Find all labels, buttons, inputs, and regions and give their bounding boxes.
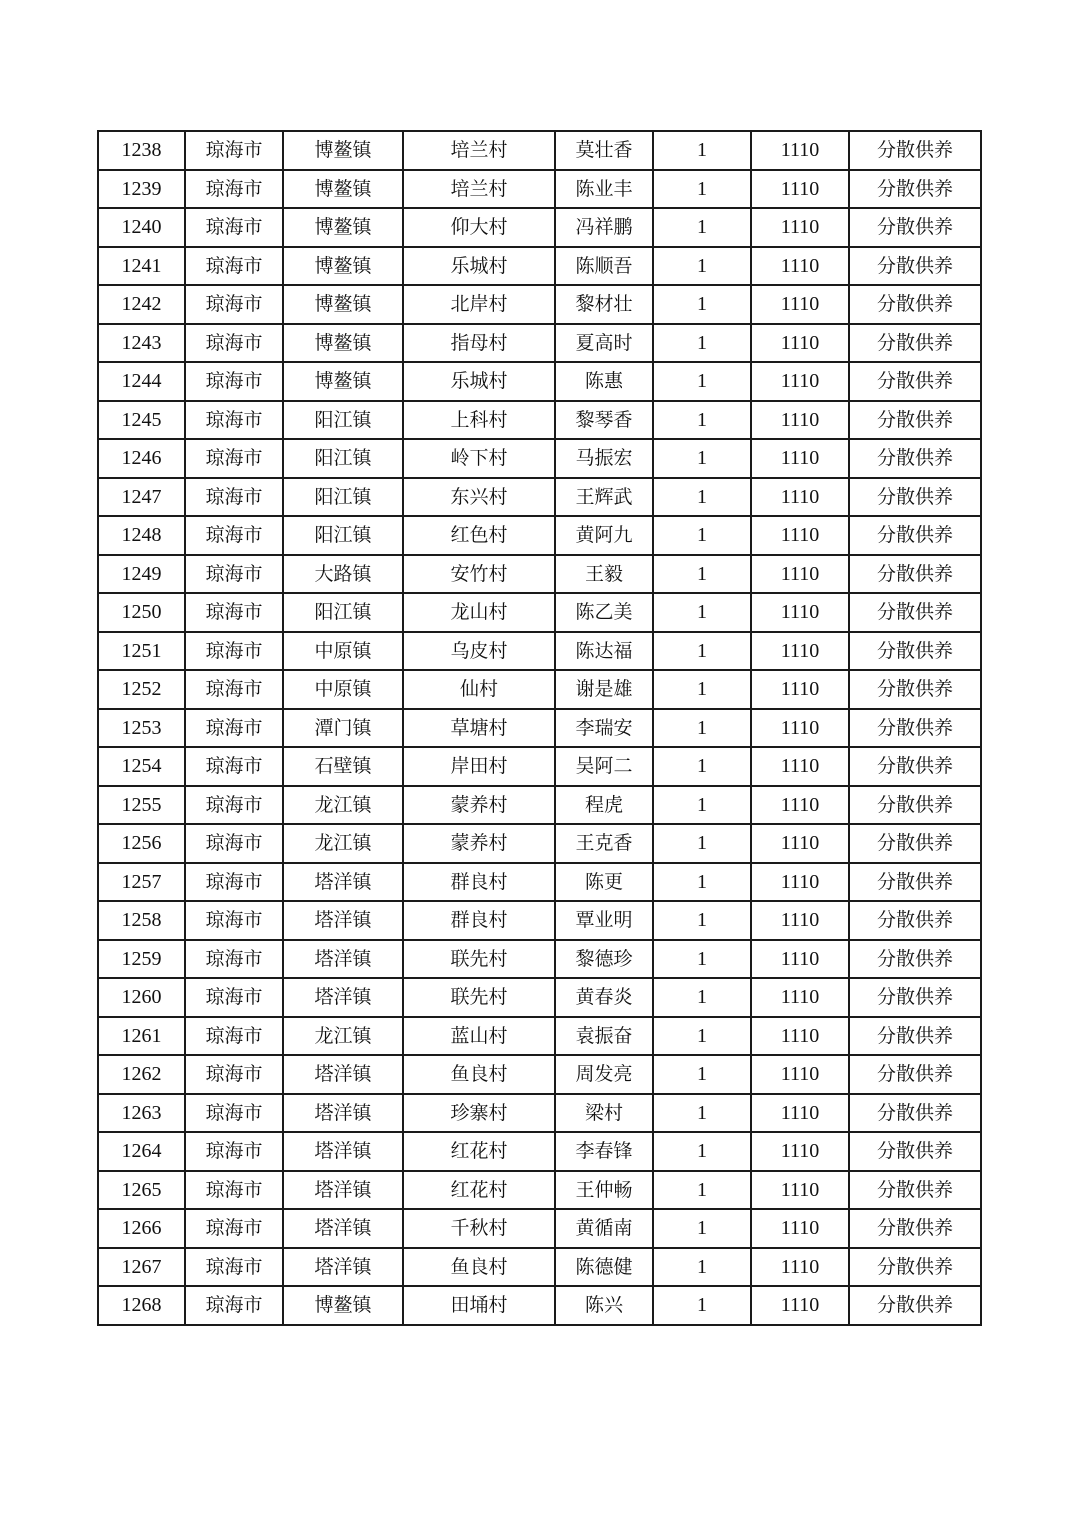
count-cell: 1	[653, 978, 751, 1017]
count-cell: 1	[653, 1055, 751, 1094]
data-table	[97, 130, 982, 1326]
amount-cell: 1110	[751, 478, 849, 517]
town-cell: 博鳌镇	[283, 362, 403, 401]
support-type-cell: 分散供养	[849, 555, 981, 594]
table-body	[98, 131, 981, 1325]
support-type-cell: 分散供养	[849, 247, 981, 286]
count-cell: 1	[653, 747, 751, 786]
table-row	[98, 516, 981, 555]
table-row	[98, 824, 981, 863]
serial-number-cell: 1260	[98, 978, 185, 1017]
amount-cell: 1110	[751, 247, 849, 286]
name-cell: 黄春炎	[555, 978, 653, 1017]
serial-number-cell: 1238	[98, 131, 185, 170]
amount-cell: 1110	[751, 1055, 849, 1094]
support-type-cell: 分散供养	[849, 824, 981, 863]
name-cell: 黎材壮	[555, 285, 653, 324]
amount-cell: 1110	[751, 131, 849, 170]
support-type-cell: 分散供养	[849, 747, 981, 786]
serial-number-cell: 1258	[98, 901, 185, 940]
town-cell: 阳江镇	[283, 478, 403, 517]
support-type-cell: 分散供养	[849, 170, 981, 209]
village-cell: 岭下村	[403, 439, 555, 478]
amount-cell: 1110	[751, 1171, 849, 1210]
table-row	[98, 439, 981, 478]
town-cell: 塔洋镇	[283, 940, 403, 979]
city-cell: 琼海市	[185, 1132, 283, 1171]
serial-number-cell: 1240	[98, 208, 185, 247]
town-cell: 龙江镇	[283, 786, 403, 825]
name-cell: 黄循南	[555, 1209, 653, 1248]
table-row	[98, 324, 981, 363]
village-cell: 上科村	[403, 401, 555, 440]
table-row	[98, 555, 981, 594]
name-cell: 黎琴香	[555, 401, 653, 440]
town-cell: 博鳌镇	[283, 247, 403, 286]
amount-cell: 1110	[751, 1248, 849, 1287]
support-type-cell: 分散供养	[849, 362, 981, 401]
city-cell: 琼海市	[185, 632, 283, 671]
village-cell: 岸田村	[403, 747, 555, 786]
name-cell: 陈惠	[555, 362, 653, 401]
city-cell: 琼海市	[185, 401, 283, 440]
count-cell: 1	[653, 1171, 751, 1210]
name-cell: 陈德健	[555, 1248, 653, 1287]
amount-cell: 1110	[751, 632, 849, 671]
table-row	[98, 478, 981, 517]
town-cell: 博鳌镇	[283, 285, 403, 324]
count-cell: 1	[653, 285, 751, 324]
city-cell: 琼海市	[185, 670, 283, 709]
village-cell: 红花村	[403, 1171, 555, 1210]
village-cell: 联先村	[403, 978, 555, 1017]
town-cell: 石壁镇	[283, 747, 403, 786]
amount-cell: 1110	[751, 401, 849, 440]
support-type-cell: 分散供养	[849, 131, 981, 170]
town-cell: 中原镇	[283, 632, 403, 671]
table-row	[98, 593, 981, 632]
village-cell: 联先村	[403, 940, 555, 979]
amount-cell: 1110	[751, 1132, 849, 1171]
name-cell: 袁振奋	[555, 1017, 653, 1056]
village-cell: 珍寨村	[403, 1094, 555, 1133]
village-cell: 草塘村	[403, 709, 555, 748]
serial-number-cell: 1242	[98, 285, 185, 324]
serial-number-cell: 1261	[98, 1017, 185, 1056]
count-cell: 1	[653, 901, 751, 940]
name-cell: 王辉武	[555, 478, 653, 517]
village-cell: 鱼良村	[403, 1248, 555, 1287]
support-type-cell: 分散供养	[849, 863, 981, 902]
city-cell: 琼海市	[185, 863, 283, 902]
city-cell: 琼海市	[185, 362, 283, 401]
count-cell: 1	[653, 1248, 751, 1287]
village-cell: 蒙养村	[403, 824, 555, 863]
town-cell: 博鳌镇	[283, 1286, 403, 1325]
village-cell: 红花村	[403, 1132, 555, 1171]
table-row	[98, 632, 981, 671]
village-cell: 乌皮村	[403, 632, 555, 671]
amount-cell: 1110	[751, 362, 849, 401]
town-cell: 塔洋镇	[283, 1094, 403, 1133]
city-cell: 琼海市	[185, 285, 283, 324]
city-cell: 琼海市	[185, 170, 283, 209]
support-type-cell: 分散供养	[849, 401, 981, 440]
name-cell: 李瑞安	[555, 709, 653, 748]
city-cell: 琼海市	[185, 208, 283, 247]
name-cell: 陈业丰	[555, 170, 653, 209]
amount-cell: 1110	[751, 1286, 849, 1325]
city-cell: 琼海市	[185, 709, 283, 748]
serial-number-cell: 1250	[98, 593, 185, 632]
serial-number-cell: 1254	[98, 747, 185, 786]
amount-cell: 1110	[751, 593, 849, 632]
amount-cell: 1110	[751, 824, 849, 863]
name-cell: 吴阿二	[555, 747, 653, 786]
name-cell: 王毅	[555, 555, 653, 594]
city-cell: 琼海市	[185, 786, 283, 825]
town-cell: 博鳌镇	[283, 131, 403, 170]
table-row	[98, 786, 981, 825]
table-row	[98, 747, 981, 786]
table-row	[98, 208, 981, 247]
name-cell: 莫壮香	[555, 131, 653, 170]
support-type-cell: 分散供养	[849, 1209, 981, 1248]
city-cell: 琼海市	[185, 1094, 283, 1133]
table-row	[98, 940, 981, 979]
count-cell: 1	[653, 439, 751, 478]
city-cell: 琼海市	[185, 1017, 283, 1056]
town-cell: 塔洋镇	[283, 1209, 403, 1248]
village-cell: 蓝山村	[403, 1017, 555, 1056]
count-cell: 1	[653, 324, 751, 363]
count-cell: 1	[653, 247, 751, 286]
name-cell: 王仲畅	[555, 1171, 653, 1210]
city-cell: 琼海市	[185, 1209, 283, 1248]
serial-number-cell: 1268	[98, 1286, 185, 1325]
support-type-cell: 分散供养	[849, 901, 981, 940]
amount-cell: 1110	[751, 786, 849, 825]
support-type-cell: 分散供养	[849, 978, 981, 1017]
table-row	[98, 978, 981, 1017]
village-cell: 培兰村	[403, 131, 555, 170]
city-cell: 琼海市	[185, 247, 283, 286]
count-cell: 1	[653, 632, 751, 671]
city-cell: 琼海市	[185, 747, 283, 786]
name-cell: 王克香	[555, 824, 653, 863]
amount-cell: 1110	[751, 555, 849, 594]
count-cell: 1	[653, 1286, 751, 1325]
village-cell: 仰大村	[403, 208, 555, 247]
table-row	[98, 1017, 981, 1056]
support-type-cell: 分散供养	[849, 632, 981, 671]
count-cell: 1	[653, 170, 751, 209]
amount-cell: 1110	[751, 978, 849, 1017]
serial-number-cell: 1263	[98, 1094, 185, 1133]
city-cell: 琼海市	[185, 324, 283, 363]
village-cell: 指母村	[403, 324, 555, 363]
village-cell: 蒙养村	[403, 786, 555, 825]
village-cell: 乐城村	[403, 362, 555, 401]
table-row	[98, 709, 981, 748]
table-row	[98, 670, 981, 709]
village-cell: 东兴村	[403, 478, 555, 517]
support-type-cell: 分散供养	[849, 439, 981, 478]
table-row	[98, 401, 981, 440]
city-cell: 琼海市	[185, 478, 283, 517]
serial-number-cell: 1244	[98, 362, 185, 401]
support-type-cell: 分散供养	[849, 670, 981, 709]
support-type-cell: 分散供养	[849, 786, 981, 825]
support-type-cell: 分散供养	[849, 1055, 981, 1094]
table-row	[98, 1209, 981, 1248]
town-cell: 塔洋镇	[283, 978, 403, 1017]
name-cell: 陈更	[555, 863, 653, 902]
amount-cell: 1110	[751, 1094, 849, 1133]
table-row	[98, 131, 981, 170]
table-row	[98, 1286, 981, 1325]
count-cell: 1	[653, 1209, 751, 1248]
name-cell: 陈兴	[555, 1286, 653, 1325]
count-cell: 1	[653, 670, 751, 709]
village-cell: 红色村	[403, 516, 555, 555]
town-cell: 中原镇	[283, 670, 403, 709]
town-cell: 阳江镇	[283, 439, 403, 478]
table-row	[98, 901, 981, 940]
city-cell: 琼海市	[185, 439, 283, 478]
name-cell: 黎德珍	[555, 940, 653, 979]
amount-cell: 1110	[751, 208, 849, 247]
count-cell: 1	[653, 478, 751, 517]
count-cell: 1	[653, 824, 751, 863]
support-type-cell: 分散供养	[849, 285, 981, 324]
support-type-cell: 分散供养	[849, 324, 981, 363]
table-row	[98, 1171, 981, 1210]
town-cell: 塔洋镇	[283, 1248, 403, 1287]
name-cell: 谢是雄	[555, 670, 653, 709]
support-type-cell: 分散供养	[849, 478, 981, 517]
name-cell: 程虎	[555, 786, 653, 825]
name-cell: 梁村	[555, 1094, 653, 1133]
city-cell: 琼海市	[185, 978, 283, 1017]
support-type-cell: 分散供养	[849, 208, 981, 247]
serial-number-cell: 1247	[98, 478, 185, 517]
count-cell: 1	[653, 516, 751, 555]
village-cell: 培兰村	[403, 170, 555, 209]
count-cell: 1	[653, 593, 751, 632]
serial-number-cell: 1262	[98, 1055, 185, 1094]
amount-cell: 1110	[751, 439, 849, 478]
town-cell: 塔洋镇	[283, 1171, 403, 1210]
city-cell: 琼海市	[185, 901, 283, 940]
town-cell: 龙江镇	[283, 1017, 403, 1056]
village-cell: 千秋村	[403, 1209, 555, 1248]
count-cell: 1	[653, 1017, 751, 1056]
town-cell: 博鳌镇	[283, 324, 403, 363]
count-cell: 1	[653, 940, 751, 979]
village-cell: 北岸村	[403, 285, 555, 324]
city-cell: 琼海市	[185, 1171, 283, 1210]
count-cell: 1	[653, 1094, 751, 1133]
amount-cell: 1110	[751, 1017, 849, 1056]
serial-number-cell: 1243	[98, 324, 185, 363]
town-cell: 阳江镇	[283, 516, 403, 555]
name-cell: 陈乙美	[555, 593, 653, 632]
serial-number-cell: 1257	[98, 863, 185, 902]
village-cell: 仙村	[403, 670, 555, 709]
serial-number-cell: 1267	[98, 1248, 185, 1287]
amount-cell: 1110	[751, 863, 849, 902]
table-row	[98, 1132, 981, 1171]
amount-cell: 1110	[751, 285, 849, 324]
town-cell: 塔洋镇	[283, 1132, 403, 1171]
table-row	[98, 170, 981, 209]
serial-number-cell: 1245	[98, 401, 185, 440]
support-type-cell: 分散供养	[849, 940, 981, 979]
village-cell: 鱼良村	[403, 1055, 555, 1094]
city-cell: 琼海市	[185, 1286, 283, 1325]
serial-number-cell: 1265	[98, 1171, 185, 1210]
name-cell: 陈达福	[555, 632, 653, 671]
serial-number-cell: 1248	[98, 516, 185, 555]
count-cell: 1	[653, 131, 751, 170]
name-cell: 李春锋	[555, 1132, 653, 1171]
amount-cell: 1110	[751, 670, 849, 709]
town-cell: 阳江镇	[283, 593, 403, 632]
town-cell: 龙江镇	[283, 824, 403, 863]
count-cell: 1	[653, 555, 751, 594]
serial-number-cell: 1249	[98, 555, 185, 594]
town-cell: 塔洋镇	[283, 863, 403, 902]
city-cell: 琼海市	[185, 1055, 283, 1094]
town-cell: 阳江镇	[283, 401, 403, 440]
amount-cell: 1110	[751, 324, 849, 363]
amount-cell: 1110	[751, 940, 849, 979]
town-cell: 大路镇	[283, 555, 403, 594]
amount-cell: 1110	[751, 170, 849, 209]
name-cell: 周发亮	[555, 1055, 653, 1094]
serial-number-cell: 1251	[98, 632, 185, 671]
village-cell: 安竹村	[403, 555, 555, 594]
city-cell: 琼海市	[185, 131, 283, 170]
count-cell: 1	[653, 362, 751, 401]
count-cell: 1	[653, 786, 751, 825]
table-row	[98, 1248, 981, 1287]
serial-number-cell: 1246	[98, 439, 185, 478]
village-cell: 乐城村	[403, 247, 555, 286]
count-cell: 1	[653, 1132, 751, 1171]
count-cell: 1	[653, 401, 751, 440]
table-row	[98, 863, 981, 902]
support-type-cell: 分散供养	[849, 593, 981, 632]
serial-number-cell: 1241	[98, 247, 185, 286]
amount-cell: 1110	[751, 709, 849, 748]
name-cell: 陈顺吾	[555, 247, 653, 286]
table-row	[98, 247, 981, 286]
support-type-cell: 分散供养	[849, 1094, 981, 1133]
support-type-cell: 分散供养	[849, 709, 981, 748]
city-cell: 琼海市	[185, 593, 283, 632]
serial-number-cell: 1239	[98, 170, 185, 209]
name-cell: 冯祥鹏	[555, 208, 653, 247]
name-cell: 夏高时	[555, 324, 653, 363]
name-cell: 黄阿九	[555, 516, 653, 555]
table-row	[98, 1094, 981, 1133]
serial-number-cell: 1259	[98, 940, 185, 979]
town-cell: 潭门镇	[283, 709, 403, 748]
city-cell: 琼海市	[185, 824, 283, 863]
amount-cell: 1110	[751, 516, 849, 555]
count-cell: 1	[653, 863, 751, 902]
city-cell: 琼海市	[185, 940, 283, 979]
city-cell: 琼海市	[185, 555, 283, 594]
name-cell: 覃业明	[555, 901, 653, 940]
village-cell: 田埇村	[403, 1286, 555, 1325]
serial-number-cell: 1253	[98, 709, 185, 748]
count-cell: 1	[653, 709, 751, 748]
table-row	[98, 285, 981, 324]
count-cell: 1	[653, 208, 751, 247]
serial-number-cell: 1255	[98, 786, 185, 825]
city-cell: 琼海市	[185, 1248, 283, 1287]
amount-cell: 1110	[751, 1209, 849, 1248]
city-cell: 琼海市	[185, 516, 283, 555]
town-cell: 博鳌镇	[283, 208, 403, 247]
support-type-cell: 分散供养	[849, 516, 981, 555]
table-row	[98, 362, 981, 401]
serial-number-cell: 1252	[98, 670, 185, 709]
name-cell: 马振宏	[555, 439, 653, 478]
table-row	[98, 1055, 981, 1094]
serial-number-cell: 1256	[98, 824, 185, 863]
village-cell: 群良村	[403, 901, 555, 940]
town-cell: 塔洋镇	[283, 901, 403, 940]
amount-cell: 1110	[751, 747, 849, 786]
support-type-cell: 分散供养	[849, 1248, 981, 1287]
serial-number-cell: 1264	[98, 1132, 185, 1171]
village-cell: 龙山村	[403, 593, 555, 632]
town-cell: 博鳌镇	[283, 170, 403, 209]
support-type-cell: 分散供养	[849, 1286, 981, 1325]
town-cell: 塔洋镇	[283, 1055, 403, 1094]
serial-number-cell: 1266	[98, 1209, 185, 1248]
support-type-cell: 分散供养	[849, 1132, 981, 1171]
amount-cell: 1110	[751, 901, 849, 940]
village-cell: 群良村	[403, 863, 555, 902]
support-type-cell: 分散供养	[849, 1017, 981, 1056]
support-type-cell: 分散供养	[849, 1171, 981, 1210]
